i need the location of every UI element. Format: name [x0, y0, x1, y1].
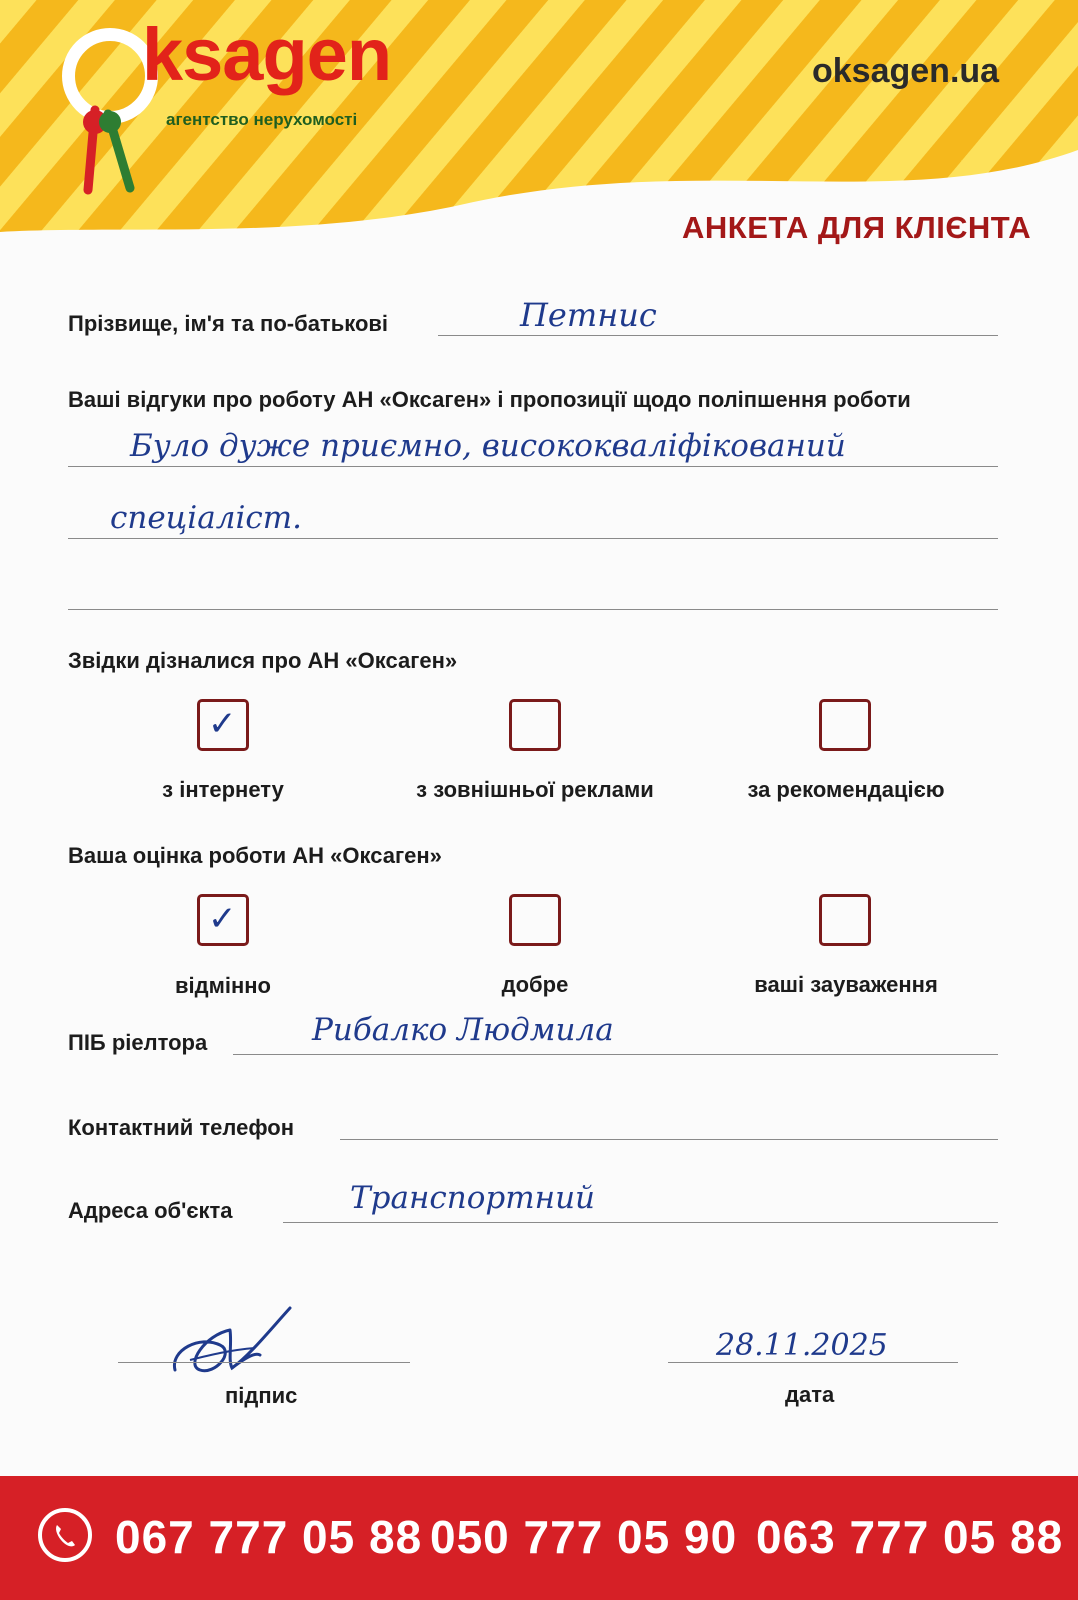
feedback-rule-3 [68, 609, 998, 610]
form-title: АНКЕТА ДЛЯ КЛІЄНТА [682, 210, 1032, 245]
feedback-rule-2 [68, 538, 998, 539]
feedback-line-2[interactable]: спеціаліст. [110, 500, 302, 536]
logo-subtitle: агентство нерухомості [166, 110, 358, 129]
source-internet-checkbox[interactable] [197, 699, 249, 751]
realtor-value[interactable]: Рибалко Людмила [312, 1012, 614, 1048]
source-recommendation-checkbox[interactable] [819, 699, 871, 751]
rating-remarks-checkbox[interactable] [819, 894, 871, 946]
rating-excellent-checkbox[interactable] [197, 894, 249, 946]
phone-line[interactable] [340, 1139, 998, 1140]
phone-label: Контактний телефон [68, 1115, 295, 1140]
rating-label: Ваша оцінка роботи АН «Оксаген» [68, 843, 442, 868]
date-label: дата [785, 1382, 835, 1407]
check-mark-icon: ✓ [208, 899, 237, 939]
address-value[interactable]: Транспортний [350, 1180, 596, 1216]
rating-remarks-label: ваші зауваження [754, 972, 938, 997]
rating-good-checkbox[interactable] [509, 894, 561, 946]
name-line [438, 335, 998, 336]
source-recommendation-label: за рекомендацією [747, 777, 945, 802]
source-ads-checkbox[interactable] [509, 699, 561, 751]
logo-text: ksagen [142, 13, 392, 96]
viber-phone-icon [38, 1508, 92, 1562]
check-mark-icon: ✓ [208, 704, 237, 744]
footer-phone-3[interactable]: 063 777 05 88 [756, 1511, 1064, 1563]
signature-scribble [160, 1300, 310, 1390]
signature-label: підпис [225, 1383, 298, 1408]
feedback-rule-1 [68, 466, 998, 467]
rating-excellent-label: відмінно [174, 973, 271, 998]
signature-line [118, 1362, 410, 1363]
name-label: Прізвище, ім'я та по-батькові [68, 311, 389, 336]
keys-icon [70, 100, 150, 200]
date-line [668, 1362, 958, 1363]
realtor-line [233, 1054, 998, 1055]
address-line [283, 1222, 998, 1223]
source-label: Звідки дізналися про АН «Оксаген» [68, 648, 458, 673]
footer-phone-1[interactable]: 067 777 05 88 [115, 1511, 423, 1563]
name-value[interactable]: Петнис [520, 296, 657, 334]
feedback-label: Ваші відгуки про роботу АН «Оксаген» і пропозиції щодо поліпшення роботи [68, 387, 911, 412]
address-label: Адреса об'єкта [68, 1198, 233, 1223]
rating-good-label: добре [501, 972, 569, 997]
footer-phone-2[interactable]: 050 777 05 90 [430, 1511, 738, 1563]
feedback-line-1[interactable]: Було дуже приємно, висококваліфікований [130, 428, 846, 464]
realtor-label: ПІБ ріелтора [68, 1030, 208, 1055]
date-value[interactable]: 28.11.2025 [716, 1328, 888, 1363]
source-internet-label: з інтернету [162, 777, 284, 802]
source-ads-label: з зовнішньої реклами [416, 777, 654, 802]
website-link[interactable]: oksagen.ua [812, 52, 1000, 90]
